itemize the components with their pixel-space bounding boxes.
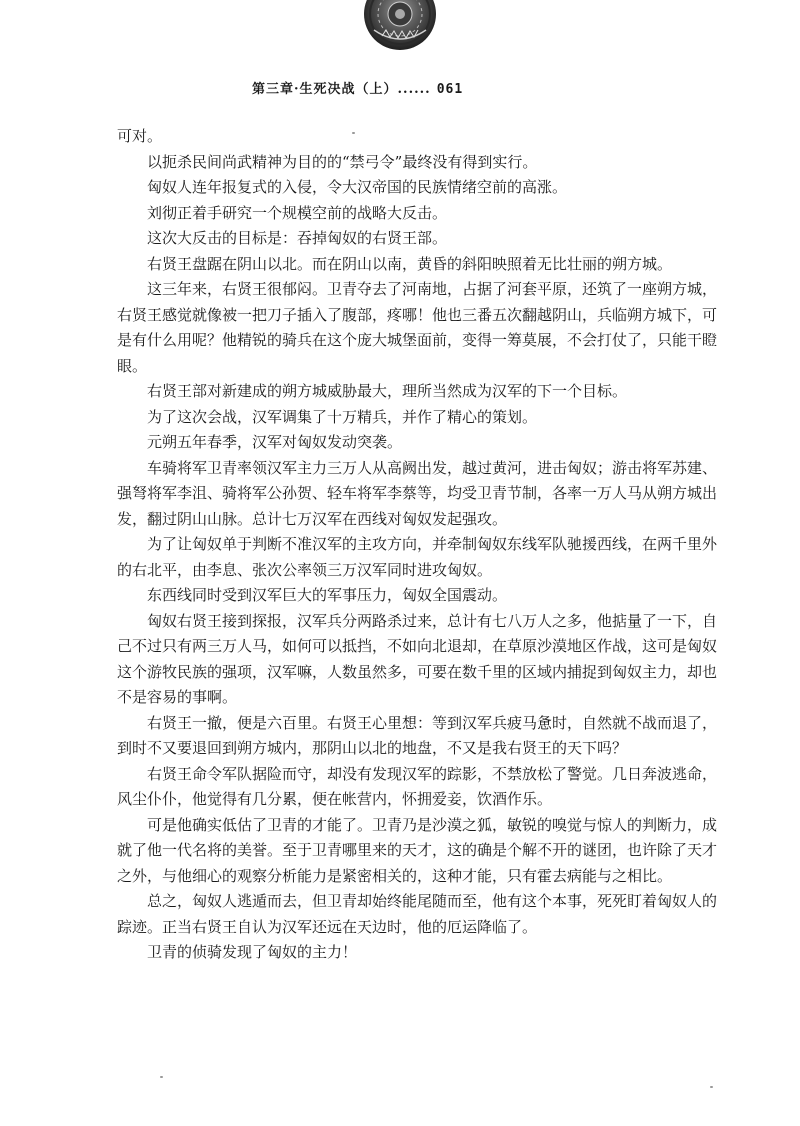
paragraph: 这次大反击的目标是：吞掉匈奴的右贤王部。 — [147, 229, 448, 247]
paragraph: 右贤王命令军队据险而守，却没有发现汉军的踪影，不禁放松了警觉。几日奔波逃命，风尘仆仆，他觉得有几分累，便在帐营内，怀拥爱妾，饮酒作乐。 — [117, 764, 718, 808]
paragraph: 元朔五年春季，汉军对匈奴发动突袭。 — [147, 433, 403, 451]
paragraph: 可是他确实低估了卫青的才能了。卫青乃是沙漠之狐，敏锐的嗅觉与惊人的判断力，成就了他一代名将的美誉。至于卫青哪里来的天才，这的确是个解不开的谜团，也许除了天才之外，与他细心的观察分析能力是紧密相关的，这种才能，只有霍去病能与之相比。 — [117, 815, 718, 885]
paragraph: 卫青的侦骑发现了匈奴的主力！ — [147, 943, 358, 961]
paragraph: 总之，匈奴人逃遁而去，但卫青却始终能尾随而至，他有这个本事，死死盯着匈奴人的踪迹。正当右贤王自认为汉军还远在天边时，他的厄运降临了。 — [117, 892, 718, 936]
paragraph: 为了让匈奴单于判断不准汉军的主攻方向，并牵制匈奴东线军队驰援西线，在两千里外的右北平，由李息、张次公率领三万汉军同时进攻匈奴。 — [117, 535, 718, 579]
paragraph: 刘彻正着手研究一个规模空前的战略大反击。 — [147, 203, 448, 222]
paragraph: 车骑将军卫青率领汉军主力三万人从高阙出发，越过黄河，进击匈奴；游击将军苏建、强弩将军李沮、骑将军公孙贺、轻车将军李蔡等，均受卫青节制，各率一万人马从朔方城出发，翻过阴山山脉。总计七万汉军在西线对匈奴发起强攻。 — [117, 458, 718, 528]
scan-speck — [160, 1076, 163, 1078]
paragraph: 右贤王部对新建成的朔方城威胁最大，理所当然成为汉军的下一个目标。 — [147, 382, 628, 400]
scan-speck — [710, 1086, 713, 1088]
paragraph: 右贤王一撤，便是六百里。右贤王心里想：等到汉军兵疲马惫时，自然就不战而退了，到时不又要退回到朔方城内，那阴山以北的地盘，不又是我右贤王的天下吗？ — [117, 713, 718, 757]
paragraph: 可对。 — [117, 127, 163, 145]
paragraph: 匈奴右贤王接到探报，汉军兵分两路杀过来，总计有七八万人之多，他掂量了一下，自己不过只有两三万人马，如何可以抵挡，不如向北退却，在草原沙漠地区作战，这可是匈奴这个游牧民族的强项，汉军嘛，人数虽然多，可要在数千里的区域内捕捉到匈奴主力，却也不是容易的事啊。 — [117, 611, 718, 706]
paragraph: 以扼杀民间尚武精神为目的的“禁弓令”最终没有得到实行。 — [147, 152, 538, 171]
body-text — [117, 124, 717, 966]
paragraph: 右贤王盘踞在阴山以北。而在阴山以南，黄昏的斜阳映照着无比壮丽的朔方城。 — [147, 254, 673, 273]
scan-speck — [352, 132, 355, 134]
paragraph: 匈奴人连年报复式的入侵，令大汉帝国的民族情绪空前的高涨。 — [147, 178, 568, 196]
chapter-title: 第三章·生死决战（上）...... — [252, 82, 431, 97]
running-head — [252, 78, 572, 97]
bronze-mirror-emblem — [360, 0, 440, 52]
page-number: 061 — [436, 82, 464, 97]
paragraph: 为了这次会战，汉军调集了十万精兵，并作了精心的策划。 — [147, 407, 538, 426]
paragraph: 东西线同时受到汉军巨大的军事压力，匈奴全国震动。 — [147, 586, 508, 604]
paragraph: 这三年来，右贤王很郁闷。卫青夺去了河南地，占据了河套平原，还筑了一座朔方城，右贤王感觉就像被一把刀子插入了腹部，疼哪！他也三番五次翻越阴山，兵临朔方城下，可是有什么用呢？他精锐的骑兵在这个庞大城堡面前，变得一筹莫展，不会打仗了，只能干瞪眼。 — [117, 280, 718, 375]
